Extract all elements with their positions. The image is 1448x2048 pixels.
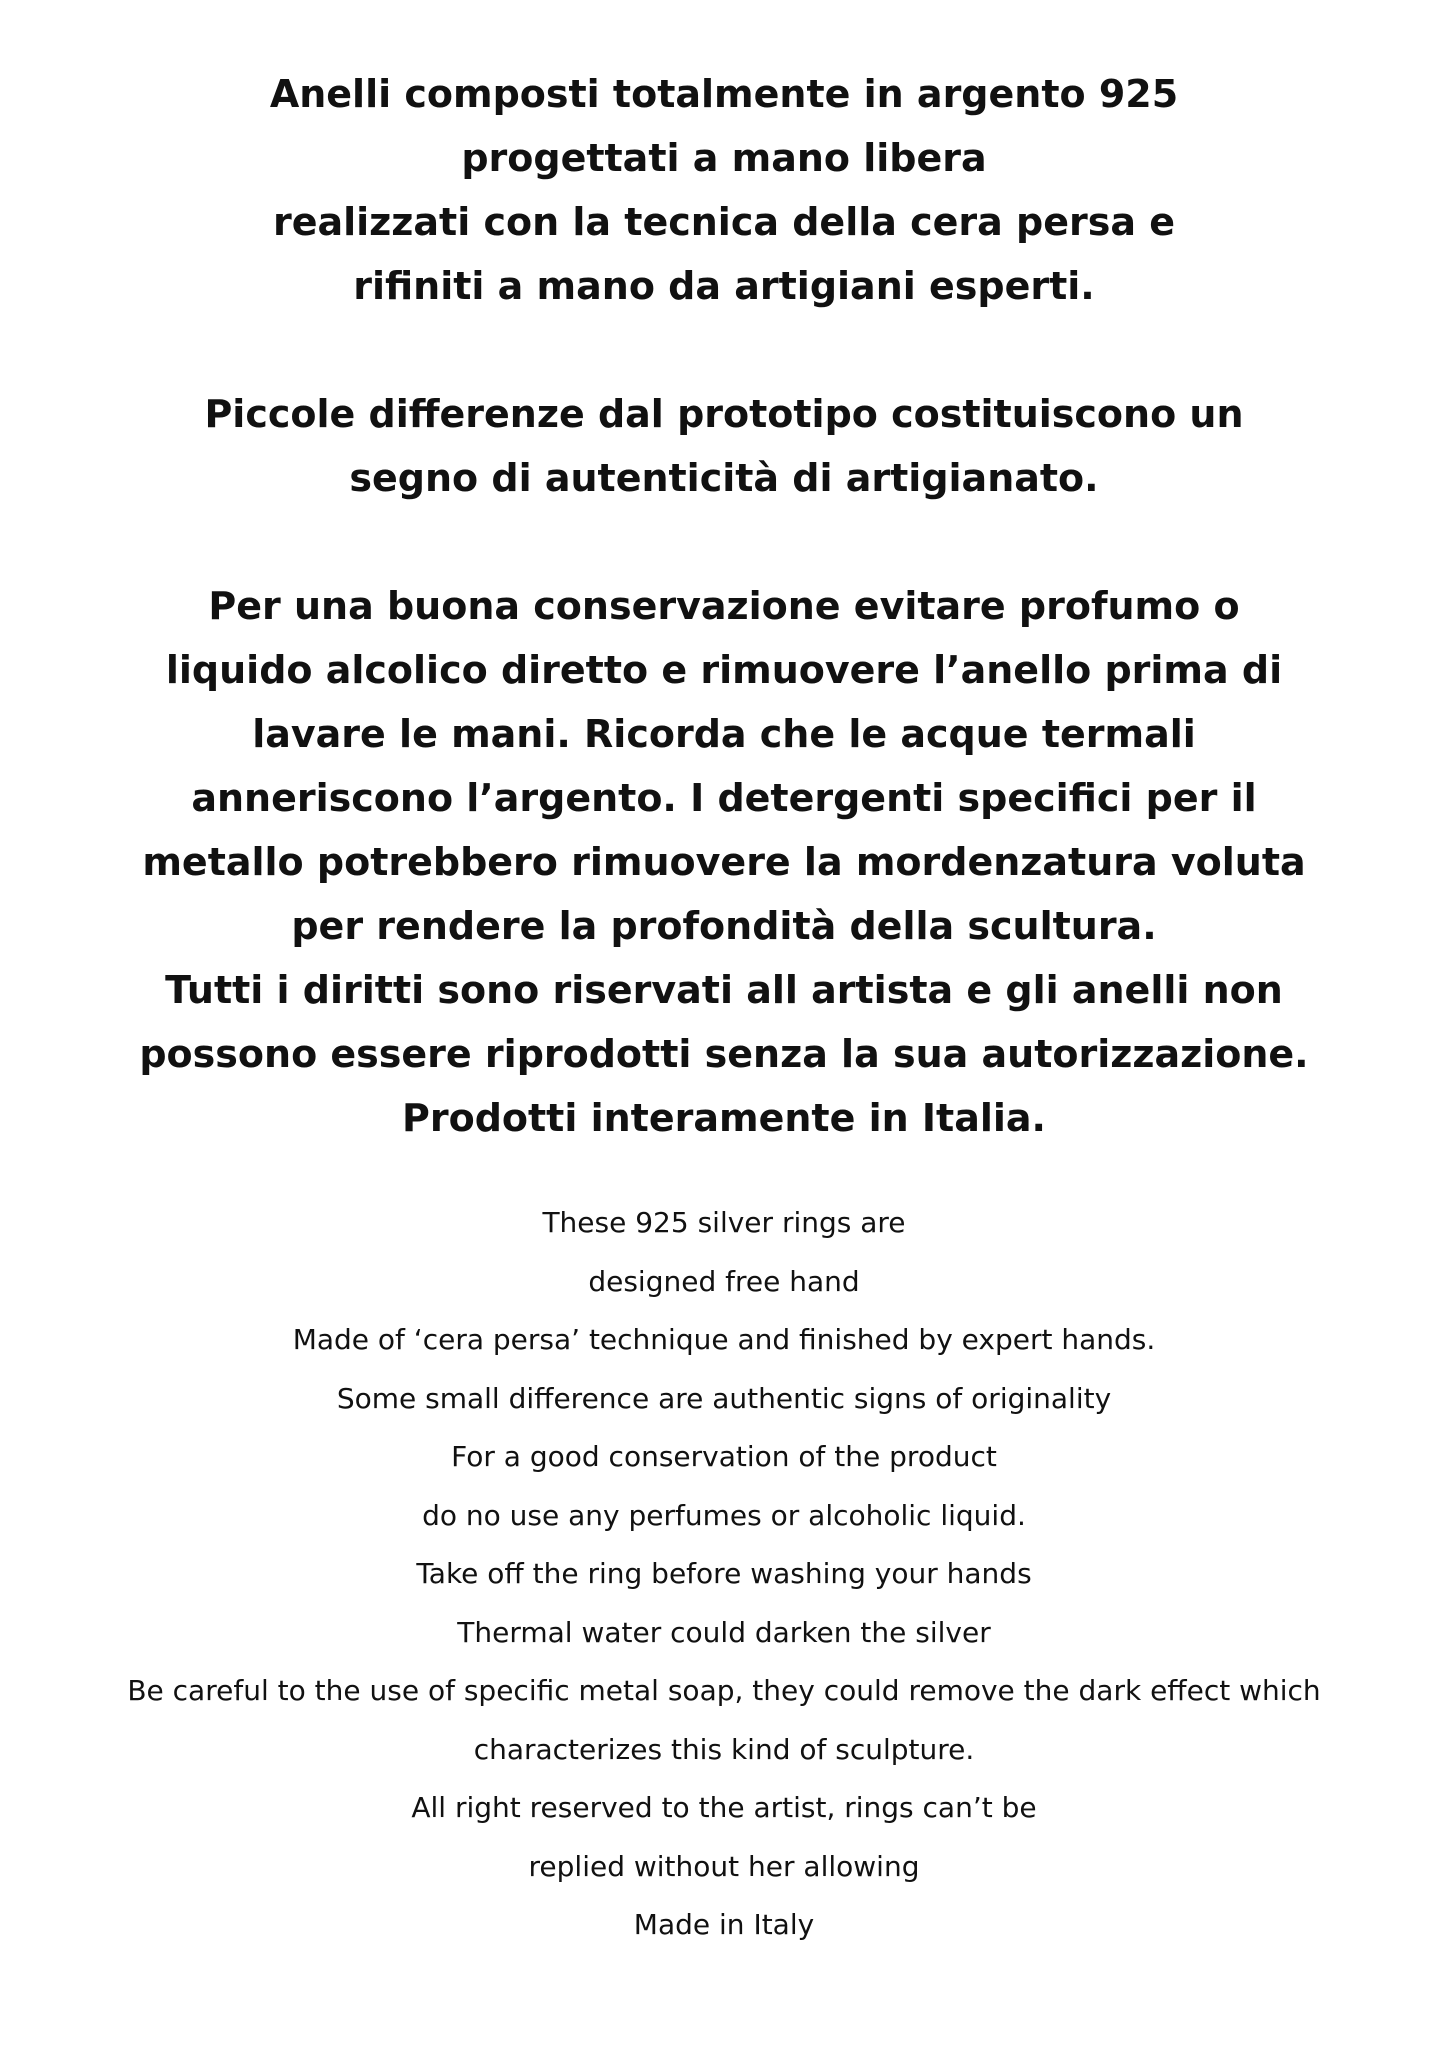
english-line: do no use any perfumes or alcoholic liquid.: [422, 1498, 1026, 1532]
italian-line: realizzati con la tecnica della cera persa e: [272, 200, 1176, 244]
italian-line: Anelli composti totalmente in argento 925: [269, 72, 1179, 116]
english-line: characterizes this kind of sculpture.: [473, 1732, 975, 1766]
italian-line: lavare le mani. Ricorda che le acque termali: [252, 712, 1196, 756]
italian-line: progettati a mano libera: [461, 136, 987, 180]
english-line: Take off the ring before washing your hands: [416, 1557, 1032, 1590]
italian-line: per rendere la profondità della scultura.: [291, 904, 1157, 948]
english-line: All right reserved to the artist, rings can’t be: [411, 1791, 1037, 1824]
italian-line: liquido alcolico diretto e rimuovere l’anello prima di: [165, 648, 1283, 692]
italian-line: rifiniti a mano da artigiani esperti.: [353, 264, 1095, 308]
italian-line: anneriscono l’argento. I detergenti specifici per il: [191, 776, 1257, 820]
italian-line: Piccole differenze dal prototipo costituiscono un: [204, 392, 1244, 436]
italian-line: Tutti i diritti sono riservati all artista e gli anelli non: [165, 968, 1283, 1012]
english-line: For a good conservation of the product: [451, 1440, 997, 1473]
paragraph-gap: [0, 510, 1448, 574]
english-line: Made of ‘cera persa’ technique and finished by expert hands.: [292, 1323, 1156, 1356]
english-line: These 925 silver rings are: [542, 1206, 906, 1239]
italian-line: possono essere riprodotti senza la sua autorizzazione.: [139, 1032, 1309, 1076]
italian-line: Prodotti interamente in Italia.: [402, 1096, 1046, 1140]
english-line: replied without her allowing: [528, 1849, 920, 1883]
english-line: designed free hand: [588, 1264, 860, 1298]
italian-line: Per una buona conservazione evitare profumo o: [208, 584, 1240, 628]
italian-line: metallo potrebbero rimuovere la mordenzatura voluta: [142, 840, 1306, 884]
english-line: Be careful to the use of specific metal soap, they could remove the dark effect which: [127, 1674, 1321, 1707]
english-line: Thermal water could darken the silver: [457, 1615, 991, 1649]
english-description: [0, 1194, 1448, 1955]
italian-description: [0, 62, 1448, 1150]
english-line: Some small difference are authentic signs of originality: [336, 1381, 1112, 1415]
english-line: Made in Italy: [633, 1908, 815, 1941]
italian-line: segno di autenticità di artigianato.: [349, 456, 1099, 500]
paragraph-gap: [0, 318, 1448, 382]
